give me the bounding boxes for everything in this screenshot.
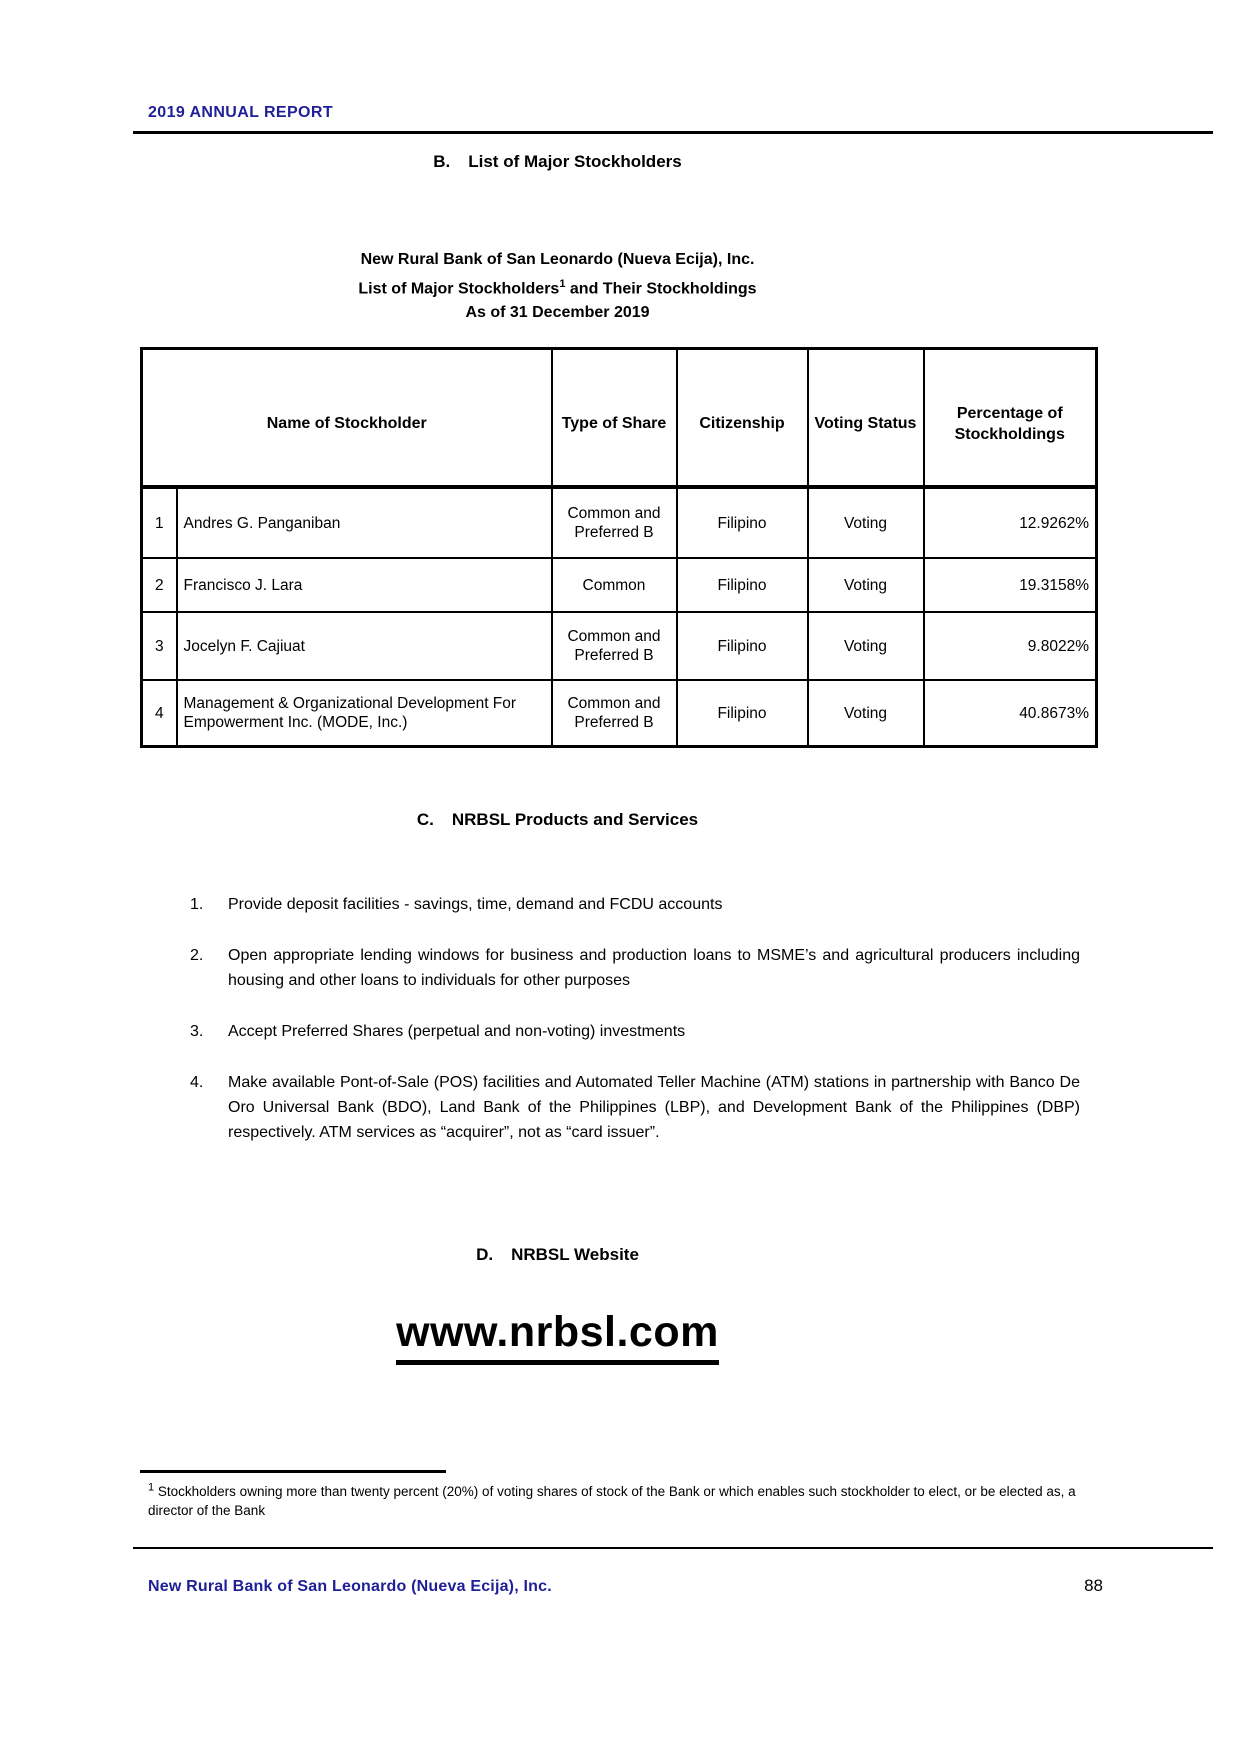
voting-status-cell: Voting: [808, 558, 924, 612]
list-item: [190, 1019, 1080, 1044]
list-item-number: 3.: [190, 1023, 204, 1040]
list-item-number: 4.: [190, 1074, 204, 1091]
list-item-number: 1.: [190, 896, 204, 913]
table-row: [142, 612, 1097, 680]
table-row: [142, 487, 1097, 558]
percentage-cell: 12.9262%: [924, 487, 1097, 558]
citizenship-cell: Filipino: [677, 612, 808, 680]
voting-status-cell: Voting: [808, 487, 924, 558]
percentage-cell: 19.3158%: [924, 558, 1097, 612]
footnote: [148, 1482, 1100, 1520]
voting-status-cell: Voting: [808, 680, 924, 747]
stockholder-name-cell: Francisco J. Lara: [177, 558, 552, 612]
percentage-cell: 9.8022%: [924, 612, 1097, 680]
list-item-text: Provide deposit facilities - savings, time, demand and FCDU accounts: [228, 896, 723, 913]
website-block: [140, 1308, 975, 1365]
stockholders-table: [140, 347, 1098, 748]
stockholder-name-cell: Management & Organizational Development For Empowerment Inc. (MODE, Inc.): [177, 680, 552, 747]
percentage-cell: 40.8673%: [924, 680, 1097, 747]
col-header-percentage: Percentage of Stockholdings: [924, 349, 1097, 488]
report-title: 2019 ANNUAL REPORT: [148, 104, 334, 121]
section-b-title: List of Major Stockholders: [468, 152, 682, 171]
list-item-text: Accept Preferred Shares (perpetual and non-voting) investments: [228, 1023, 686, 1040]
share-type-cell: Common and Preferred B: [552, 487, 677, 558]
share-type-cell: Common and Preferred B: [552, 680, 677, 747]
col-header-type: Type of Share: [552, 349, 677, 488]
col-header-citizenship: Citizenship: [677, 349, 808, 488]
section-b-letter: B.: [433, 152, 451, 171]
col-header-voting: Voting Status: [808, 349, 924, 488]
footnote-separator-line: [140, 1470, 446, 1473]
website-link[interactable]: www.nrbsl.com: [396, 1308, 719, 1365]
row-number-cell: 1: [142, 487, 177, 558]
header-divider-line: [133, 131, 1213, 134]
table-title-line2: List of Major Stockholders$^1$ and Their Stockholdings: [358, 278, 757, 298]
section-b-heading: [140, 152, 975, 172]
table-row: [142, 680, 1097, 747]
stockholder-name-cell: Jocelyn F. Cajiuat: [177, 612, 552, 680]
row-number-cell: 2: [142, 558, 177, 612]
table-title-line1: New Rural Bank of San Leonardo (Nueva Ecija), Inc.: [360, 251, 755, 268]
section-c-heading: [140, 810, 975, 830]
citizenship-cell: Filipino: [677, 680, 808, 747]
col-header-name: Name of Stockholder: [142, 349, 552, 488]
share-type-cell: Common and Preferred B: [552, 612, 677, 680]
list-item-text: Make available Pont-of-Sale (POS) facilities and Automated Teller Machine (ATM) stations in partnership with Banco De Oro Universal Bank (BDO), Land Bank of the Philippines (LBP), and Development Bank of the Philippines (DBP) respectively. ATM services as “acquirer”, not as “card issuer”.: [228, 1074, 1080, 1141]
row-number-cell: 4: [142, 680, 177, 747]
table-title-block: [140, 248, 975, 325]
voting-status-cell: Voting: [808, 612, 924, 680]
table-title-line3: As of 31 December 2019: [465, 304, 650, 322]
table-header-row: [142, 349, 1097, 488]
footnote-ref: 1: [148, 1481, 155, 1494]
stockholder-name-cell: Andres G. Panganiban: [177, 487, 552, 558]
page-number: 88: [1084, 1576, 1103, 1595]
list-item: [190, 892, 1080, 917]
table-row: [142, 558, 1097, 612]
section-d-title: NRBSL Website: [511, 1245, 639, 1264]
section-c-title: NRBSL Products and Services: [451, 810, 699, 829]
section-d-heading: [140, 1245, 975, 1265]
footer-divider-line: [133, 1547, 1213, 1549]
section-d-letter: D.: [476, 1245, 494, 1264]
footnote-reference-mark: 1: [559, 278, 566, 290]
list-item: [190, 943, 1080, 993]
page-footer: [148, 1576, 1103, 1596]
row-number-cell: 3: [142, 612, 177, 680]
footer-bank-name: New Rural Bank of San Leonardo (Nueva Ecija), Inc.: [148, 1578, 552, 1595]
share-type-cell: Common: [552, 558, 677, 612]
citizenship-cell: Filipino: [677, 558, 808, 612]
citizenship-cell: Filipino: [677, 487, 808, 558]
footnote-text: Stockholders owning more than twenty percent (20%) of voting shares of stock of the Bank or which enables such stockholder to elect, or be elected as, a director of the Bank: [148, 1484, 1076, 1518]
products-services-list: [190, 892, 1080, 1171]
list-item-text: Open appropriate lending windows for business and production loans to MSME’s and agricultural producers including housing and other loans to individuals for other purposes: [228, 947, 1080, 989]
list-item-number: 2.: [190, 947, 204, 964]
section-c-letter: C.: [416, 810, 434, 829]
list-item: [190, 1070, 1080, 1145]
